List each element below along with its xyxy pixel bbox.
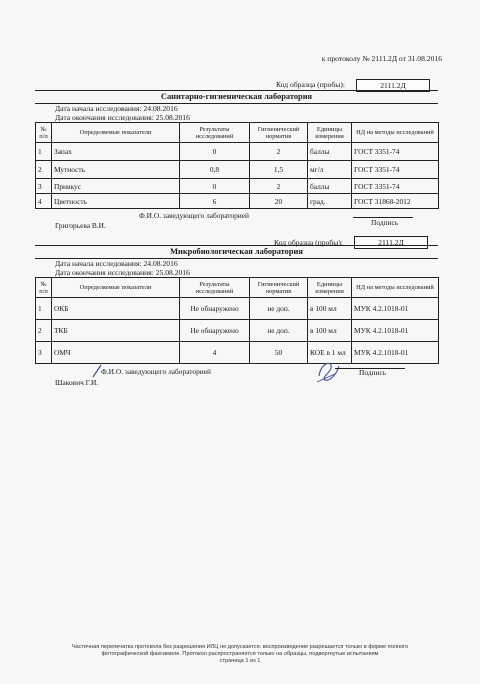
method-value: МУК 4.2.1018-01 [352,342,439,364]
results-table [35,277,439,364]
unit-value: баллы [308,179,352,194]
row-number: 3 [36,179,52,194]
research-dates [35,104,438,122]
col-header: Единицы измерения [308,278,352,298]
method-value: ГОСТ 3351-74 [352,161,439,179]
norm-value: 20 [250,194,308,209]
start-date: Дата начала исследования: 24.08.2016 [55,259,178,268]
method-value: ГОСТ 31868-2012 [352,194,439,209]
table-row [36,320,439,342]
col-header: Гигиенический норматив [250,278,308,298]
unit-value: мг/л [308,161,352,179]
unit-value: КОЕ в 1 мл [308,342,352,364]
norm-value: 2 [250,179,308,194]
unit-value: в 100 мл [308,298,352,320]
unit-value: в 100 мл [308,320,352,342]
page-counter: страница 1 из 1 [219,658,261,664]
sample-code-label: Код образца (пробы): [274,238,343,247]
row-number: 4 [36,194,52,209]
footer-line: Частичная перепечатка протокола без разрешения ИЛЦ не допускается. воспроизведение разрешается только в форме полного [71,644,409,650]
signature-label: Подпись [359,368,387,378]
end-date: Дата окончания исследования: 25.08.2016 [55,113,190,123]
table-header [36,278,439,298]
lab-title: Микробиологическая лаборатория [35,245,438,259]
table-row [36,161,439,179]
footer-line: фотографической факсимиле. Протокол распространяется только на образцы, подвергнутые испытаниям [101,651,379,657]
table-row [36,143,439,161]
row-number: 2 [36,320,52,342]
results-table [35,122,439,209]
result-value: 0,8 [180,161,250,179]
sample-code-value: 2111.2Д [356,79,430,92]
signature-label: Подпись [371,218,399,228]
indicator-name: ТКБ [52,320,180,342]
row-number: 2 [36,161,52,179]
signature-line [335,368,405,369]
col-header: Единицы измерения [308,123,352,143]
head-label: Ф.И.О. заведующего лабораторией [101,367,211,377]
unit-value: баллы [308,143,352,161]
table-row [36,194,439,209]
norm-value: 2 [250,143,308,161]
lab-title: Санитарно-гигиеническая лаборатория [35,90,438,104]
result-value: Не обнаружено [180,298,250,320]
end-date: Дата окончания исследования: 25.08.2016 [55,268,190,278]
indicator-name: Мутность [52,161,180,179]
footer-disclaimer [40,644,440,665]
result-value: 0 [180,179,250,194]
row-number: 3 [36,342,52,364]
norm-value: 50 [250,342,308,364]
signature-line [353,217,413,218]
col-header: № п/п [36,278,52,298]
research-dates [35,259,438,277]
method-value: МУК 4.2.1018-01 [352,298,439,320]
head-name: Григорьева В.И. [55,221,106,231]
col-header: Определяемые показатели [52,123,180,143]
result-value: 6 [180,194,250,209]
method-value: ГОСТ 3351-74 [352,143,439,161]
micro-lab-section [35,245,438,392]
norm-value: не доп. [250,320,308,342]
indicator-name: Запах [52,143,180,161]
col-header: Гигиенический норматив [250,123,308,143]
signature-row [35,209,438,231]
table-header [36,123,439,143]
method-value: ГОСТ 3351-74 [352,179,439,194]
indicator-name: ОМЧ [52,342,180,364]
signature-row [35,364,438,392]
table-row [36,298,439,320]
indicator-name: Цветность [52,194,180,209]
col-header: Определяемые показатели [52,278,180,298]
col-header: НД на методы исследований [352,123,439,143]
head-label: Ф.И.О. заведующего лабораторией [139,211,249,221]
norm-value: не доп. [250,298,308,320]
unit-value: град. [308,194,352,209]
col-header: № п/п [36,123,52,143]
col-header: НД на методы исследований [352,278,439,298]
start-date: Дата начала исследования: 24.08.2016 [55,104,178,113]
indicator-name: Привкус [52,179,180,194]
norm-value: 1,5 [250,161,308,179]
sample-code-label: Код образца (пробы): [276,80,345,89]
protocol-reference: к протоколу № 2111.2Д от 31.08.2016 [321,54,442,63]
head-name: Шакович Г.И. [55,378,99,388]
result-value: Не обнаружено [180,320,250,342]
row-number: 1 [36,298,52,320]
result-value: 0 [180,143,250,161]
result-value: 4 [180,342,250,364]
table-row [36,342,439,364]
method-value: МУК 4.2.1018-01 [352,320,439,342]
col-header: Результаты исследований [180,123,250,143]
table-row [36,179,439,194]
col-header: Результаты исследований [180,278,250,298]
sanitary-lab-section [35,90,438,231]
signature-icon [313,356,343,386]
row-number: 1 [36,143,52,161]
indicator-name: ОКБ [52,298,180,320]
sample-code-value: 2111.2Д [354,236,428,249]
